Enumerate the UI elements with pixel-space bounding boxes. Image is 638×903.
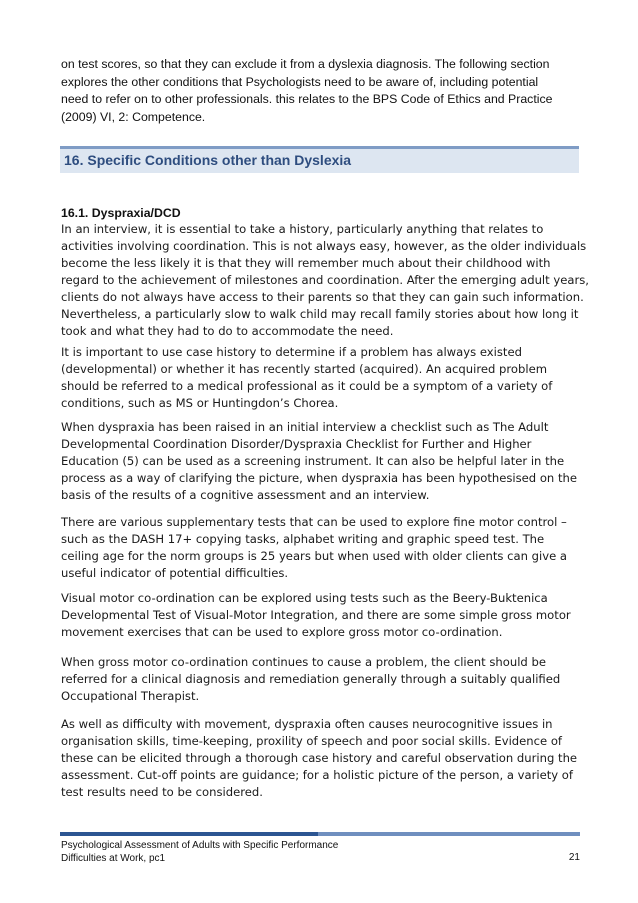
footer-rule-dark <box>60 832 318 836</box>
paragraph-fine-motor <box>61 514 586 582</box>
subsection-heading: 16.1. Dyspraxia/DCD <box>61 206 181 220</box>
paragraph-line: As well as difficulty with movement, dyspraxia often causes neurocognitive issues in <box>61 717 553 731</box>
page-number: 21 <box>568 852 580 863</box>
section-title: 16. Specific Conditions other than Dyslexia <box>64 152 352 168</box>
paragraph-line: When dyspraxia has been raised in an initial interview a checklist such as The Adult <box>61 420 549 434</box>
intro-line: need to refer on to other professionals. this relates to the BPS Code of Ethics and Practice <box>61 92 553 106</box>
paragraph-line: organisation skills, time-keeping, proxility of speech and poor social skills. Evidence of <box>61 734 562 748</box>
paragraph-line: become the less likely it is that they will remember much about their childhood with <box>61 256 551 270</box>
paragraph-checklist <box>61 419 586 504</box>
paragraph-line: Nevertheless, a particularly slow to walk child may recall family stories about how long it <box>61 307 579 321</box>
paragraph-line: Occupational Therapist. <box>61 689 200 703</box>
paragraph-line: useful indicator of potential difficulties. <box>61 566 289 580</box>
paragraph-gross-motor <box>61 654 586 705</box>
paragraph-line: such as the DASH 17+ copying tasks, alphabet writing and graphic speed test. The <box>61 532 545 546</box>
paragraph-line: assessment. Cut-off points are guidance; for a holistic picture of the person, a variety of <box>61 768 573 782</box>
footer-line: Psychological Assessment of Adults with Specific Performance <box>61 840 339 851</box>
paragraph-line: Developmental Coordination Disorder/Dyspraxia Checklist for Further and Higher <box>61 437 532 451</box>
paragraph-line: In an interview, it is essential to take a history, particularly anything that relates to <box>61 222 544 236</box>
paragraph-line: It is important to use case history to determine if a problem has always existed <box>61 345 522 359</box>
intro-line: (2009) VI, 2: Competence. <box>61 109 206 124</box>
paragraph-line: ceiling age for the norm groups is 25 years but when used with older clients can give a <box>61 549 568 563</box>
paragraph-line: activities involving coordination. This is not always easy, however, as the older individuals <box>61 239 587 253</box>
section-heading-bar <box>60 146 579 173</box>
paragraph-case-history <box>61 344 586 412</box>
footer-text <box>61 839 338 865</box>
paragraph-line: conditions, such as MS or Huntingdon’s Chorea. <box>61 396 339 410</box>
intro-line: explores the other conditions that Psychologists need to be aware of, including potential <box>61 74 539 89</box>
paragraph-history <box>61 221 589 340</box>
paragraph-line: test results need to be considered. <box>61 785 263 799</box>
paragraph-line: Education (5) can be used as a screening instrument. It can also be helpful later in the <box>61 454 565 468</box>
footer-rule-light <box>318 832 580 836</box>
paragraph-line: Visual motor co-ordination can be explored using tests such as the Beery-Buktenica <box>61 591 548 605</box>
paragraph-line: process as a way of clarifying the picture, when dyspraxia has been hypothesised on the <box>61 471 577 485</box>
paragraph-line: Developmental Test of Visual-Motor Integration, and there are some simple gross motor <box>61 608 571 622</box>
paragraph-line: regard to the achievement of milestones and coordination. After the emerging adult years, <box>61 273 589 287</box>
intro-paragraph <box>61 56 581 126</box>
paragraph-line: these can be elicited through a thorough case history and careful observation during the <box>61 751 578 765</box>
paragraph-line: movement exercises that can be used to explore gross motor co-ordination. <box>61 625 503 639</box>
paragraph-line: (developmental) or whether it has recently started (acquired). An acquired problem <box>61 362 548 376</box>
paragraph-neurocognitive <box>61 716 586 801</box>
paragraph-line: When gross motor co-ordination continues to cause a problem, the client should be <box>61 655 546 669</box>
paragraph-line: took and what they had to do to accommodate the need. <box>61 324 394 338</box>
intro-line: on test scores, so that they can exclude it from a dyslexia diagnosis. The following section <box>61 57 550 71</box>
paragraph-line: referred for a clinical diagnosis and remediation generally through a suitably qualified <box>61 672 561 686</box>
paragraph-line: There are various supplementary tests that can be used to explore fine motor control – <box>61 515 567 529</box>
paragraph-line: basis of the results of a cognitive assessment and an interview. <box>61 488 430 502</box>
paragraph-line: clients do not always have access to their parents so that they can gain such information. <box>61 290 584 304</box>
paragraph-line: should be referred to a medical professional as it could be a symptom of a variety of <box>61 379 553 393</box>
paragraph-visual-motor <box>61 590 586 641</box>
footer-line: Difficulties at Work, pc1 <box>61 853 166 864</box>
